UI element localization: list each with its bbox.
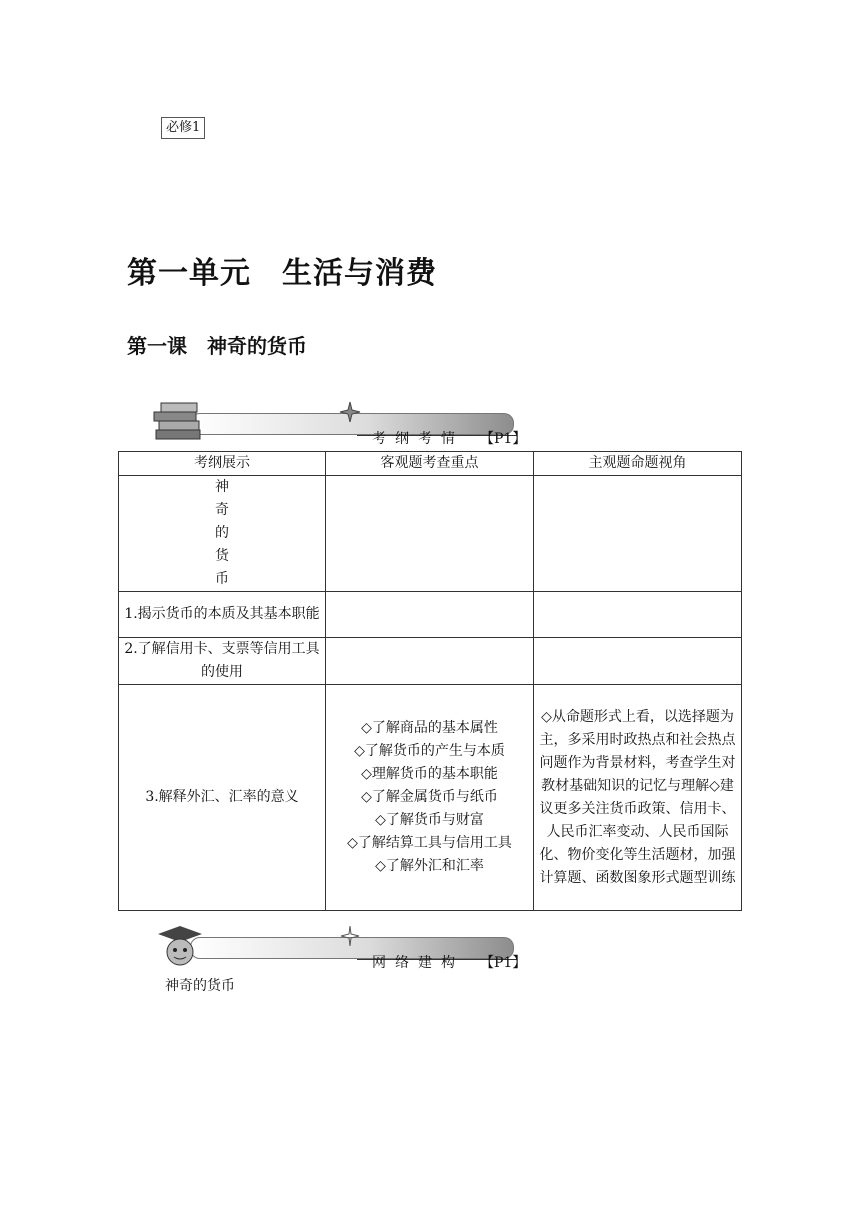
- table-header: 主观题命题视角: [534, 452, 742, 476]
- table-cell: [326, 592, 534, 638]
- lesson-title: 第一课 神奇的货币: [127, 334, 307, 358]
- banner-label: 网络建构: [372, 955, 464, 971]
- network-banner: [150, 924, 540, 976]
- volume-tag: 必修1: [161, 117, 205, 139]
- books-icon: [150, 400, 210, 444]
- table-header: 客观题考查重点: [326, 452, 534, 476]
- table-row: [119, 638, 742, 685]
- list-item: ◇了解货币与财富: [375, 812, 484, 828]
- unit-title: 第一单元 生活与消费: [127, 256, 437, 291]
- outline-banner: [150, 400, 540, 452]
- network-caption: 神奇的货币: [165, 978, 235, 994]
- topic-vertical-cell: [119, 476, 326, 592]
- table-cell: [534, 592, 742, 638]
- topic-char: 奇: [215, 502, 229, 518]
- table-cell: 3.解释外汇、汇率的意义: [119, 685, 326, 911]
- table-cell: [326, 685, 534, 911]
- list-item: ◇了解货币的产生与本质: [354, 743, 505, 759]
- list-item: ◇了解金属货币与纸币: [361, 789, 498, 805]
- topic-char: 神: [215, 479, 229, 495]
- table-cell: 1.揭示货币的本质及其基本职能: [119, 592, 326, 638]
- table-row: [119, 592, 742, 638]
- table-cell: 2.了解信用卡、支票等信用工具的使用: [119, 638, 326, 685]
- list-item: ◇理解货币的基本职能: [361, 766, 498, 782]
- table-cell: ◇从命题形式上看，以选择题为主，多采用时政热点和社会热点问题作为背景材料，考查学生对教材基础知识的记忆与理解◇建议更多关注货币政策、信用卡、人民币汇率变动、人民币国际化、物价变化等生活题材，加强计算题、函数图象形式题型训练: [534, 685, 742, 911]
- banner-label: 考纲考情: [372, 431, 464, 447]
- topic-char: 币: [215, 571, 229, 587]
- list-item: ◇了解商品的基本属性: [361, 720, 498, 736]
- table-header: 考纲展示: [119, 452, 326, 476]
- topic-char: 的: [215, 525, 229, 541]
- syllabus-table: [118, 451, 742, 911]
- topic-char: 货: [215, 548, 229, 564]
- table-header-row: [119, 452, 742, 476]
- table-cell: [534, 476, 742, 592]
- star-icon: [338, 400, 362, 424]
- table-row: [119, 685, 742, 911]
- sparkle-icon: [338, 924, 362, 948]
- table-cell: [326, 638, 534, 685]
- list-item: ◇了解结算工具与信用工具: [347, 835, 512, 851]
- list-item: ◇了解外汇和汇率: [375, 858, 484, 874]
- page-ref: 【P1】: [480, 431, 527, 447]
- page-ref: 【P1】: [480, 955, 527, 971]
- table-cell: [534, 638, 742, 685]
- table-row: [119, 476, 742, 592]
- graduate-mascot-icon: [150, 924, 206, 970]
- table-cell: [326, 476, 534, 592]
